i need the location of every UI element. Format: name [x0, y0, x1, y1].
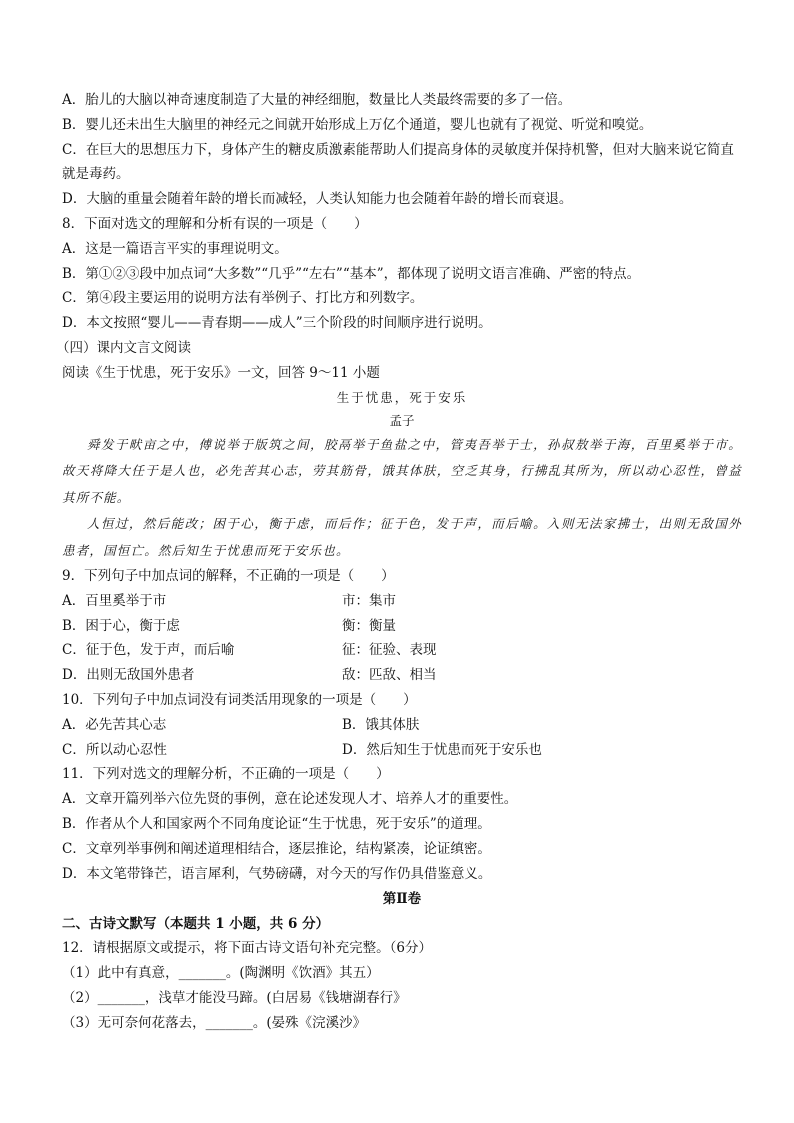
option-b: B．作者从个人和国家两个不同角度论证“生于忧患，死于安乐”的道理。 — [62, 816, 491, 833]
option-row — [62, 738, 742, 763]
question-10 — [62, 688, 742, 762]
fill-item-1: （1）此中有真意，_______。(陶渊明《饮酒》其五） — [62, 965, 380, 982]
option-a: A．文章开篇列举六位先贤的事例，意在论述发现人才、培养人才的重要性。 — [62, 791, 518, 808]
section-classical-reading — [56, 336, 742, 564]
option-c: C．在巨大的思想压力下，身体产生的糖皮质激素能帮助人们提高身体的灵敏度并保持机警，但对大脑来说它简直就是毒药。 — [62, 141, 734, 183]
text-paragraph-1: 舜发于畎亩之中，傅说举于版筑之间，胶鬲举于鱼盐之中，管夷吾举于士，孙叔敖举于海，百里奚举于市。故天将降大任于是人也，必先苦其心志，劳其筋骨，饿其体肤，空乏其身，行拂乱其所为，所以动心忍性，曾益其所不能。 — [62, 436, 742, 505]
question-11 — [62, 762, 742, 886]
option-a: A．这是一篇语言平实的事理说明文。 — [62, 240, 288, 257]
option-d: D．本文笔带锋芒，语言犀利，气势磅礴，对今天的写作仍具借鉴意义。 — [62, 865, 492, 882]
option-explanation: 市：集市 — [342, 592, 396, 609]
option-b: B．婴儿还未出生大脑里的神经元之间就开始形成上万亿个通道，婴儿也就有了视觉、听觉和嗅觉。 — [62, 116, 653, 133]
volume-heading: 第Ⅱ卷 — [382, 891, 422, 908]
option-sentence: B．困于心，衡于虑 — [62, 617, 180, 634]
option-row — [62, 663, 742, 688]
question-stem: 9．下列句子中加点词的解释，不正确的一项是（ ） — [62, 568, 395, 585]
question-12-stem: 12．请根据原文或提示，将下面古诗文语句补充完整。（6分） — [62, 940, 433, 957]
text-author: 孟子 — [389, 412, 415, 428]
option-d: D．本文按照“婴儿——青春期——成人”三个阶段的时间顺序进行说明。 — [62, 315, 492, 332]
question-9 — [62, 564, 742, 688]
option-row — [62, 713, 742, 738]
option-c: C．文章列举事例和阐述道理相结合，逐层推论，结构紧凑，论证缜密。 — [62, 840, 491, 857]
option-sentence: D．出则无敌国外患者 — [62, 667, 195, 684]
option-b: B．饿其体肤 — [342, 716, 420, 733]
option-a: A．必先苦其心志 — [62, 716, 167, 733]
part-2 — [62, 912, 742, 1035]
option-c: C．第④段主要运用的说明方法有举例子、打比方和列数字。 — [62, 290, 424, 307]
section-heading: （四）课内文言文阅读 — [56, 339, 191, 356]
fill-item-2: （2）_______，浅草才能没马蹄。(白居易《钱塘湖春行》 — [62, 990, 407, 1007]
exam-page — [56, 88, 742, 1036]
option-row — [62, 614, 742, 639]
option-c: C．所以动心忍性 — [62, 741, 167, 758]
option-row — [62, 589, 742, 614]
fill-item-3: （3）无可奈何花落去，_______。(晏殊《浣溪沙》 — [62, 1014, 367, 1031]
text-title: 生于忧患，死于安乐 — [336, 389, 468, 405]
option-explanation: 敌：匹敌、相当 — [342, 667, 437, 684]
option-explanation: 征：征验、表现 — [342, 642, 437, 659]
option-d: D．大脑的重量会随着年龄的增长而减轻，人类认知能力也会随着年龄的增长而衰退。 — [62, 191, 573, 208]
question-stem: 10．下列句子中加点词没有词类活用现象的一项是（ ） — [62, 692, 417, 709]
text-paragraph-2: 人恒过，然后能改；困于心，衡于虑，而后作；征于色，发于声，而后喻。入则无法家拂士，出则无敌国外患者，国恒亡。然后知生于忧患而死于安乐也。 — [62, 516, 742, 558]
question-7-options — [62, 88, 742, 212]
question-stem: 8．下面对选文的理解和分析有误的一项是（ ） — [62, 215, 368, 232]
option-explanation: 衡：衡量 — [342, 617, 396, 634]
question-8 — [62, 212, 742, 336]
section-instruction: 阅读《生于忧患，死于安乐》一文，回答 9～11 小题 — [62, 364, 380, 381]
option-sentence: A．百里奚举于市 — [62, 592, 167, 609]
option-row — [62, 638, 742, 663]
option-a: A．胎儿的大脑以神奇速度制造了大量的神经细胞，数量比人类最终需要的多了一倍。 — [62, 92, 572, 108]
part-heading: 二、古诗文默写（本题共 1 小题，共 6 分） — [62, 916, 330, 933]
option-d: D．然后知生于忧患而死于安乐也 — [342, 741, 542, 758]
question-stem: 11．下列对选文的理解分析，不正确的一项是（ ） — [62, 766, 390, 783]
option-sentence: C．征于色，发于声，而后喻 — [62, 642, 235, 659]
option-b: B．第①②③段中加点词“大多数”“几乎”“左右”“基本”，都体现了说明文语言准确、严密的特点。 — [62, 265, 641, 282]
